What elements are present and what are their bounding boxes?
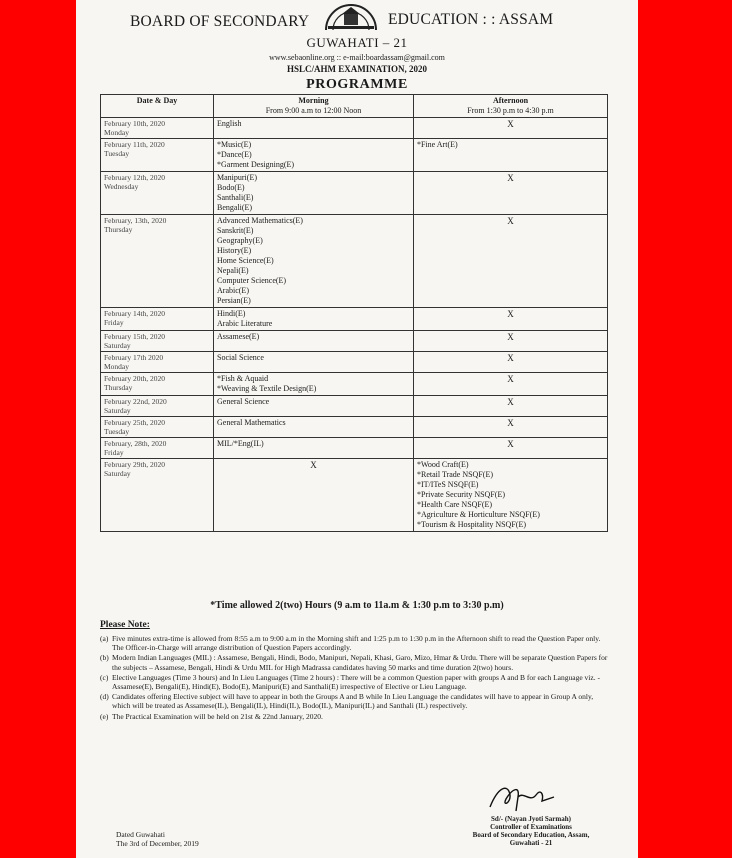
schedule-table xyxy=(100,94,608,532)
date-cell xyxy=(101,331,214,352)
date-cell xyxy=(101,396,214,417)
morning-time: From 9:00 a.m to 12:00 Noon xyxy=(265,106,362,115)
subject-name: Sanskrit(E) xyxy=(217,226,254,235)
schedule-header-row xyxy=(101,95,608,118)
schedule-row xyxy=(101,459,608,532)
subject-name: Manipuri(E) xyxy=(217,173,257,182)
date-cell xyxy=(101,373,214,396)
no-exam-mark: X xyxy=(507,374,514,384)
afternoon-cell xyxy=(414,352,608,373)
exam-date: February, 28th, 2020 xyxy=(104,439,167,448)
afternoon-cell xyxy=(414,118,608,139)
document-page xyxy=(76,0,638,858)
exam-day: Friday xyxy=(104,318,124,327)
schedule-row xyxy=(101,396,608,417)
schedule-row xyxy=(101,308,608,331)
exam-date: February 11th, 2020 xyxy=(104,140,165,149)
exam-day: Wednesday xyxy=(104,182,139,191)
morning-cell xyxy=(214,438,414,459)
note-item xyxy=(100,673,608,691)
schedule-row xyxy=(101,417,608,438)
subject-name: Home Science(E) xyxy=(217,256,274,265)
schedule-row xyxy=(101,118,608,139)
header-board-state: EDUCATION : : ASSAM xyxy=(388,11,554,28)
note-text: The Practical Examination will be held on 21st & 22nd January, 2020. xyxy=(112,711,323,721)
signatory-office: Board of Secondary Education, Assam, xyxy=(472,831,590,839)
exam-day: Saturday xyxy=(104,341,131,350)
subject-name: MIL/*Eng(IL) xyxy=(217,439,264,448)
exam-day: Friday xyxy=(104,448,124,457)
note-text: Five minutes extra-time is allowed from 8:55 a.m to 9:00 a.m in the Morning shift and 1:25 p.m to 1:30 p.m in the Afternoon shift to read the Question Paper only. The Officer-in-Charge will arrange distribution of Question Papers accordingly. xyxy=(112,634,601,653)
morning-cell xyxy=(214,331,414,352)
morning-cell xyxy=(214,373,414,396)
subject-name: Advanced Mathematics(E) xyxy=(217,216,303,225)
subject-name: *Dance(E) xyxy=(217,150,252,159)
subject-name: Nepali(E) xyxy=(217,266,249,275)
column-header-morning: Morning From 9:00 a.m to 12:00 Noon xyxy=(214,95,414,118)
subject-name: *Health Care NSQF(E) xyxy=(417,500,493,509)
board-emblem-icon xyxy=(322,0,380,30)
signatory-city: Guwahati - 21 xyxy=(509,839,553,847)
subject-name: Persian(E) xyxy=(217,296,251,305)
afternoon-time: From 1:30 p.m to 4:30 p.m xyxy=(467,106,554,115)
no-exam-mark: X xyxy=(507,216,514,226)
subject-name: *Private Security NSQF(E) xyxy=(417,490,505,499)
subject-name: History(E) xyxy=(217,246,252,255)
no-exam-mark: X xyxy=(507,439,514,449)
column-header-afternoon: Afternoon From 1:30 p.m to 4:30 p.m xyxy=(414,95,608,118)
subject-name: *IT/ITeS NSQF(E) xyxy=(417,480,479,489)
dated-place: Dated Guwahati xyxy=(116,830,165,839)
subject-name: *Tourism & Hospitality NSQF(E) xyxy=(417,520,526,529)
morning-cell xyxy=(214,215,414,308)
morning-cell xyxy=(214,118,414,139)
exam-day: Thursday xyxy=(104,383,133,392)
signatory-name: Sd/- (Nayan Jyoti Sarmah) xyxy=(491,815,571,823)
subject-name: *Agriculture & Horticulture NSQF(E) xyxy=(417,510,540,519)
header-city: GUWAHATI – 21 xyxy=(306,35,408,50)
subject-name: Bodo(E) xyxy=(217,183,245,192)
please-note-title: Please Note: xyxy=(100,620,150,630)
signatory-designation: Controller of Examinations xyxy=(490,823,572,831)
date-cell xyxy=(101,118,214,139)
schedule-row xyxy=(101,438,608,459)
exam-day: Tuesday xyxy=(104,427,130,436)
exam-day: Monday xyxy=(104,128,129,137)
afternoon-cell xyxy=(414,373,608,396)
programme-title: PROGRAMME xyxy=(306,77,408,92)
subject-name: *Fish & Aquaid xyxy=(217,374,269,383)
note-label: (a) xyxy=(100,634,109,643)
note-label: (d) xyxy=(100,692,109,702)
afternoon-cell xyxy=(414,438,608,459)
exam-day: Monday xyxy=(104,362,129,371)
exam-date: February 29th, 2020 xyxy=(104,460,166,469)
afternoon-cell xyxy=(414,459,608,532)
header-board-name: BOARD OF SECONDARY xyxy=(130,13,310,30)
date-cell xyxy=(101,215,214,308)
exam-day: Saturday xyxy=(104,469,131,478)
no-exam-mark: X xyxy=(507,418,514,428)
time-allowed-note: *Time allowed 2(two) Hours (9 a.m to 11a.m & 1:30 p.m to 3:30 p.m) xyxy=(210,600,504,611)
date-cell xyxy=(101,352,214,373)
subject-name: *Music(E) xyxy=(217,140,252,149)
subject-name: *Retail Trade NSQF(E) xyxy=(417,470,493,479)
note-label: (b) xyxy=(100,653,109,663)
afternoon-cell xyxy=(414,396,608,417)
exam-date: February 15th, 2020 xyxy=(104,332,166,341)
morning-cell xyxy=(214,139,414,172)
exam-date: February 22nd, 2020 xyxy=(104,397,167,406)
morning-cell xyxy=(214,459,414,532)
note-text: Modern Indian Languages (MIL) : Assamese, Bengali, Hindi, Bodo, Manipuri, Nepali, Khasi, Garo, Mizo, Hmar & Urdu. There will be separate Question Papers for the subjects – Assamese, Bengali, Hindi & Urdu MIL for High Madrassa candidates having 50 marks and time duration 2(two) hours. xyxy=(112,653,608,672)
subject-name: English xyxy=(217,119,242,128)
afternoon-cell xyxy=(414,308,608,331)
note-item xyxy=(100,692,608,710)
date-cell xyxy=(101,172,214,215)
signature-icon xyxy=(484,777,564,817)
morning-cell xyxy=(214,396,414,417)
morning-cell xyxy=(214,417,414,438)
subject-name: Hindi(E) xyxy=(217,309,246,318)
no-exam-mark: X xyxy=(507,353,514,363)
afternoon-cell xyxy=(414,139,608,172)
subject-name: *Fine Art(E) xyxy=(417,140,458,149)
exam-date: February 17th 2020 xyxy=(104,353,164,362)
schedule-row xyxy=(101,331,608,352)
exam-date: February 25th, 2020 xyxy=(104,418,166,427)
no-exam-mark: X xyxy=(507,173,514,183)
date-cell xyxy=(101,438,214,459)
exam-date: February 20th, 2020 xyxy=(104,374,166,383)
date-cell xyxy=(101,139,214,172)
column-header-date: Date & Day xyxy=(101,95,214,118)
note-text: Candidates offering Elective subject will have to appear in both the Groups A and B while In Lieu Language the candidates will have to appear in Group A only, which will be treated as Assamese(IL), Bengali(IL), Hindi(IL), Bodo(IL), Manipuri(IL) and Santhali (IL) respectively. xyxy=(112,692,594,711)
no-exam-mark: X xyxy=(507,332,514,342)
date-cell xyxy=(101,308,214,331)
morning-cell xyxy=(214,172,414,215)
no-exam-mark: X xyxy=(507,119,514,129)
afternoon-cell xyxy=(414,215,608,308)
subject-name: *Garment Designing(E) xyxy=(217,160,295,169)
header-website-email: www.sebaonline.org :: e-mail:boardassam@gmail.com xyxy=(269,53,445,62)
exam-day: Thursday xyxy=(104,225,133,234)
subject-name: *Weaving & Textile Design(E) xyxy=(217,384,317,393)
note-label: (c) xyxy=(100,672,109,682)
no-exam-mark: X xyxy=(507,309,514,319)
schedule-row xyxy=(101,215,608,308)
dated-date: The 3rd of December, 2019 xyxy=(116,839,199,848)
schedule-row xyxy=(101,373,608,396)
subject-name: Arabic(E) xyxy=(217,286,249,295)
subject-name: Bengali(E) xyxy=(217,203,253,212)
subject-name: Arabic Literature xyxy=(217,319,273,328)
exam-day: Saturday xyxy=(104,406,131,415)
exam-title: HSLC/AHM EXAMINATION, 2020 xyxy=(286,64,428,74)
schedule-row xyxy=(101,172,608,215)
schedule-row xyxy=(101,352,608,373)
no-exam-mark: X xyxy=(310,460,317,470)
subject-name: Social Science xyxy=(217,353,264,362)
subject-name: Computer Science(E) xyxy=(217,276,287,285)
exam-date: February, 13th, 2020 xyxy=(104,216,167,225)
subject-name: Assamese(E) xyxy=(217,332,260,341)
note-item xyxy=(100,634,608,652)
morning-cell xyxy=(214,352,414,373)
afternoon-cell xyxy=(414,331,608,352)
date-cell xyxy=(101,417,214,438)
afternoon-cell xyxy=(414,172,608,215)
morning-cell xyxy=(214,308,414,331)
subject-name: General Mathematics xyxy=(217,418,286,427)
note-text: Elective Languages (Time 3 hours) and In Lieu Languages (Time 2 hours) : There will be a common Question paper with groups A and B for each Language viz. - Assamese(E), Bengali(E), Hindi(E), Bodo(E), Manipuri(E) and Santhali(E) irrespective of Elective or Lieu Language. xyxy=(112,672,600,692)
note-label: (e) xyxy=(100,711,109,721)
afternoon-cell xyxy=(414,417,608,438)
date-cell xyxy=(101,459,214,532)
note-item xyxy=(100,712,608,721)
dated-block xyxy=(116,830,199,848)
exam-day: Tuesday xyxy=(104,149,130,158)
schedule-row xyxy=(101,139,608,172)
subject-name: *Wood Craft(E) xyxy=(417,460,469,469)
subject-name: Santhali(E) xyxy=(217,193,254,202)
exam-date: February 12th, 2020 xyxy=(104,173,166,182)
note-item xyxy=(100,653,608,671)
subject-name: Geography(E) xyxy=(217,236,263,245)
please-note-list xyxy=(100,634,608,722)
signatory-block xyxy=(446,815,616,847)
exam-date: February 14th, 2020 xyxy=(104,309,166,318)
no-exam-mark: X xyxy=(507,397,514,407)
exam-date: February 10th, 2020 xyxy=(104,119,166,128)
subject-name: General Science xyxy=(217,397,270,406)
